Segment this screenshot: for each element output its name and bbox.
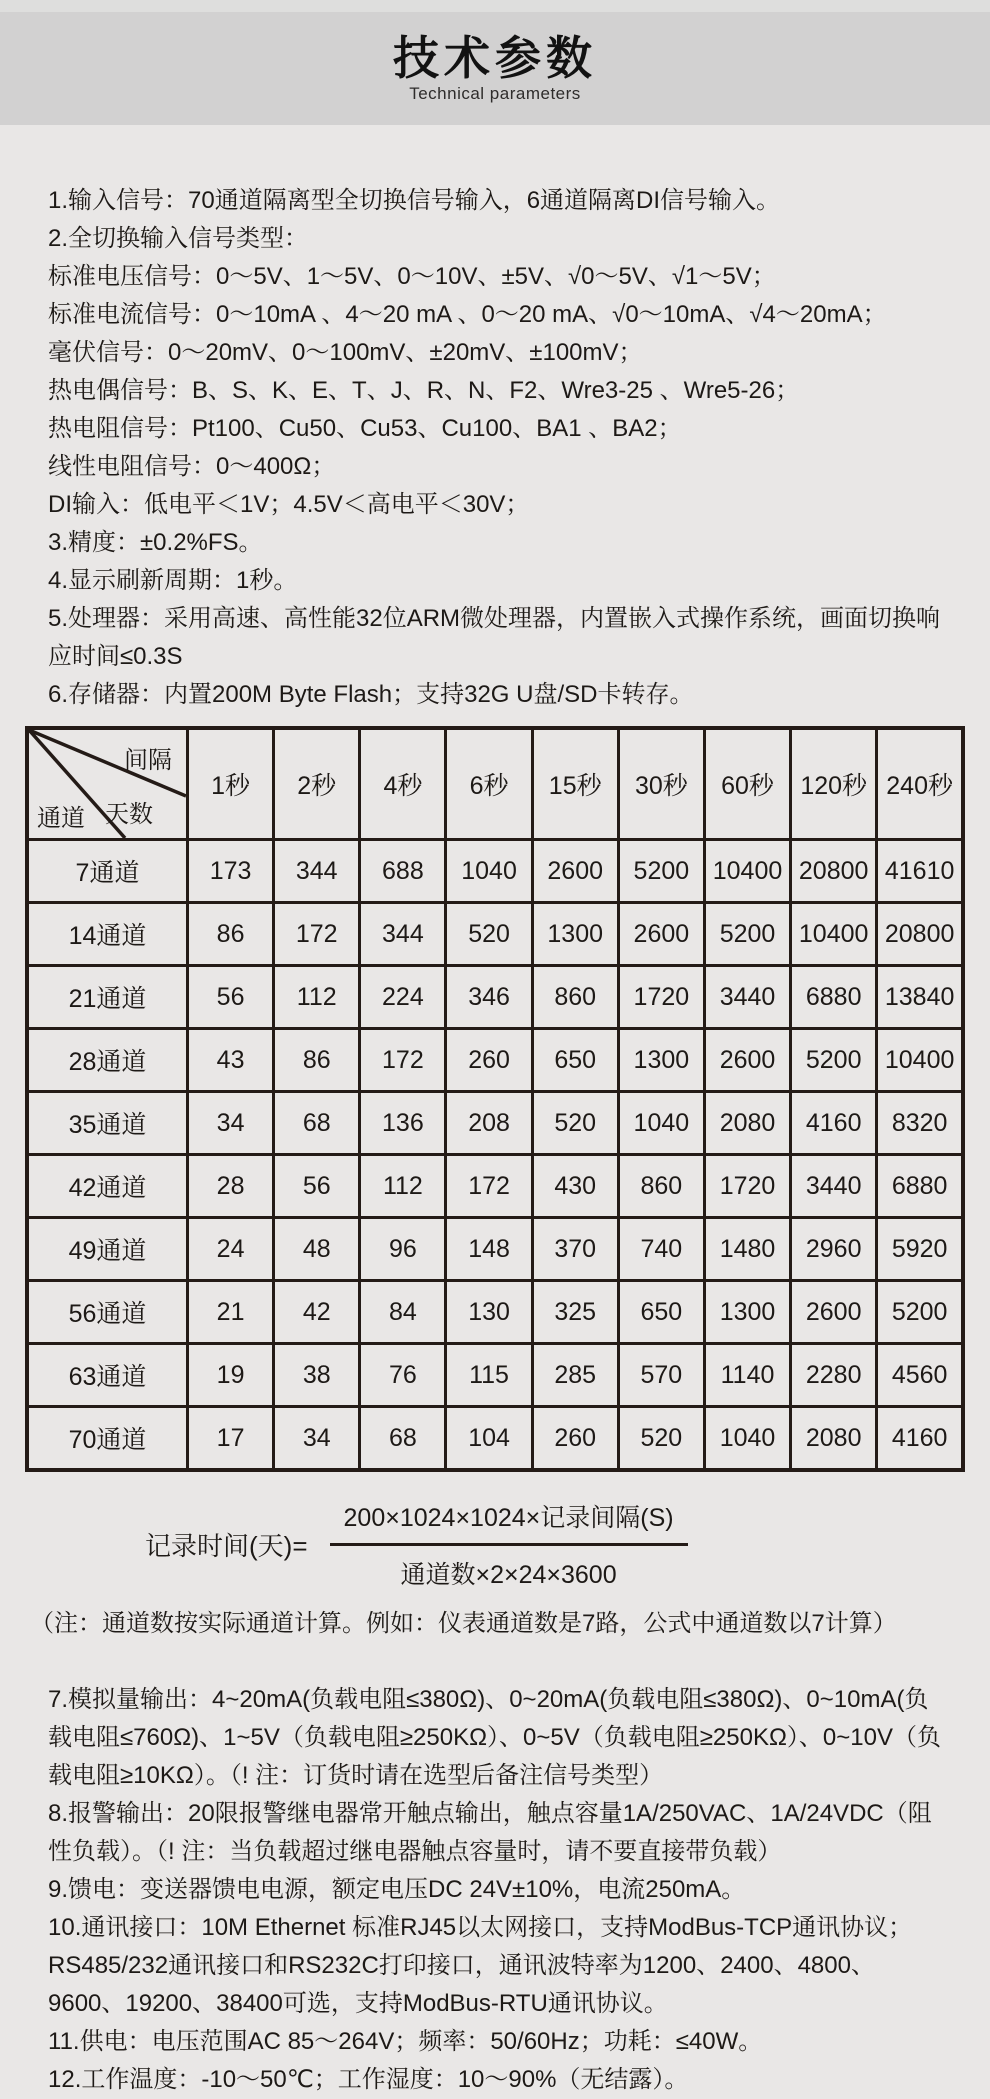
table-cell: 346 xyxy=(446,966,532,1029)
formula-label: 记录时间(天)= xyxy=(145,1531,308,1561)
table-cell: 86 xyxy=(188,903,274,966)
table-cell: 10400 xyxy=(791,903,877,966)
table-cell: 136 xyxy=(360,1092,446,1155)
page-subtitle: Technical parameters xyxy=(409,84,581,104)
table-cell: 56 xyxy=(274,1155,360,1218)
table-row xyxy=(27,1092,963,1155)
spec-line: 标准电流信号：0～10mA 、4～20 mA 、0～20 mA、√0～10mA、√4～20mA； xyxy=(48,301,887,328)
table-row xyxy=(27,1281,963,1344)
table-cell: 172 xyxy=(360,1029,446,1092)
table-cell: 344 xyxy=(360,903,446,966)
record-time-formula xyxy=(145,1498,990,1591)
table-cell: 96 xyxy=(360,1218,446,1281)
table-cell: 570 xyxy=(618,1344,704,1407)
corner-label-interval: 间隔 xyxy=(124,747,172,774)
table-cell: 34 xyxy=(274,1407,360,1471)
table-row-label: 42通道 xyxy=(27,1155,188,1218)
spec-line: 1.输入信号：70通道隔离型全切换信号输入，6通道隔离DI信号输入。 xyxy=(48,187,781,214)
table-cell: 84 xyxy=(360,1281,446,1344)
formula-fraction xyxy=(330,1498,688,1591)
table-cell: 1040 xyxy=(704,1407,790,1471)
spec-line: DI输入：低电平＜1V；4.5V＜高电平＜30V； xyxy=(48,491,530,518)
table-cell: 1040 xyxy=(446,840,532,903)
header-band xyxy=(0,12,990,125)
table-cell: 2600 xyxy=(791,1281,877,1344)
table-cell: 860 xyxy=(532,966,618,1029)
table-row-label: 35通道 xyxy=(27,1092,188,1155)
table-cell: 4560 xyxy=(877,1344,963,1407)
table-cell: 21 xyxy=(188,1281,274,1344)
table-row-label: 70通道 xyxy=(27,1407,188,1471)
table-row-label: 21通道 xyxy=(27,966,188,1029)
table-cell: 2280 xyxy=(791,1344,877,1407)
table-cell: 20800 xyxy=(791,840,877,903)
spec-line: 热电阻信号：Pt100、Cu50、Cu53、Cu100、BA1 、BA2； xyxy=(48,415,682,442)
spec-line: 2.全切换输入信号类型： xyxy=(48,225,309,252)
table-row xyxy=(27,1029,963,1092)
table-row-label: 56通道 xyxy=(27,1281,188,1344)
table-column-header: 60秒 xyxy=(704,728,790,840)
table-row xyxy=(27,840,963,903)
spec-line: 6.存储器：内置200M Byte Flash；支持32G U盘/SD卡转存。 xyxy=(48,681,694,708)
table-cell: 260 xyxy=(446,1029,532,1092)
table-row-label: 14通道 xyxy=(27,903,188,966)
table-column-header: 15秒 xyxy=(532,728,618,840)
table-cell: 4160 xyxy=(877,1407,963,1471)
table-cell: 208 xyxy=(446,1092,532,1155)
specs-top xyxy=(48,182,948,714)
table-cell: 5200 xyxy=(877,1281,963,1344)
table-row xyxy=(27,1155,963,1218)
spec-line: 7.模拟量输出：4~20mA(负载电阻≤380Ω)、0~20mA(负载电阻≤380Ω)、0~10mA(负载电阻≤760Ω)、1~5V（负载电阻≥250KΩ）、0~5V（负载电阻≥250KΩ）、0~10V（负载电阻≥10KΩ）。（! 注：订货时请在选型后备注信号类型） xyxy=(48,1686,941,1789)
table-cell: 1300 xyxy=(704,1281,790,1344)
table-cell: 650 xyxy=(532,1029,618,1092)
table-cell: 76 xyxy=(360,1344,446,1407)
table-cell: 17 xyxy=(188,1407,274,1471)
table-column-header: 4秒 xyxy=(360,728,446,840)
recording-time-table xyxy=(25,726,965,1472)
table-cell: 224 xyxy=(360,966,446,1029)
table-row-label: 7通道 xyxy=(27,840,188,903)
table-cell: 3440 xyxy=(704,966,790,1029)
table-cell: 34 xyxy=(188,1092,274,1155)
table-row-label: 63通道 xyxy=(27,1344,188,1407)
table-cell: 520 xyxy=(618,1407,704,1471)
table-cell: 6880 xyxy=(877,1155,963,1218)
table-cell: 24 xyxy=(188,1218,274,1281)
table-cell: 28 xyxy=(188,1155,274,1218)
table-cell: 86 xyxy=(274,1029,360,1092)
spec-line: 11.供电：电压范围AC 85～264V；频率：50/60Hz；功耗：≤40W。 xyxy=(48,2028,763,2055)
top-strip xyxy=(0,0,990,12)
table-cell: 68 xyxy=(360,1407,446,1471)
table-cell: 104 xyxy=(446,1407,532,1471)
spec-line: 10.通讯接口：10M Ethernet 标准RJ45以太网接口，支持ModBus-TCP通讯协议；RS485/232通讯接口和RS232C打印接口，通讯波特率为1200、2400、4800、9600、19200、38400可选，支持ModBus-RTU通讯协议。 xyxy=(48,1914,913,2017)
table-cell: 38 xyxy=(274,1344,360,1407)
page-title: 技术参数 xyxy=(393,31,597,84)
spec-line: 线性电阻信号：0～400Ω； xyxy=(48,453,336,480)
table-row xyxy=(27,1344,963,1407)
table-cell: 5920 xyxy=(877,1218,963,1281)
table-cell: 260 xyxy=(532,1407,618,1471)
table-cell: 2080 xyxy=(791,1407,877,1471)
table-cell: 173 xyxy=(188,840,274,903)
spec-line: 毫伏信号：0～20mV、0～100mV、±20mV、±100mV； xyxy=(48,339,643,366)
corner-label-days: 天数 xyxy=(105,801,153,828)
table-cell: 112 xyxy=(274,966,360,1029)
table-row-label: 49通道 xyxy=(27,1218,188,1281)
spec-line: 9.馈电：变送器馈电电源，额定电压DC 24V±10%，电流250mA。 xyxy=(48,1876,746,1903)
table-row xyxy=(27,1407,963,1471)
spec-line: 12.工作温度：-10～50℃；工作湿度：10～90%（无结露）。 xyxy=(48,2066,689,2093)
table-cell: 344 xyxy=(274,840,360,903)
table-cell: 20800 xyxy=(877,903,963,966)
table-column-header: 2秒 xyxy=(274,728,360,840)
spec-line: 8.报警输出：20限报警继电器常开触点输出，触点容量1A/250VAC、1A/24VDC（阻性负载）。（! 注：当负载超过继电器触点容量时，请不要直接带负载） xyxy=(48,1800,932,1865)
table-cell: 1300 xyxy=(532,903,618,966)
table-cell: 42 xyxy=(274,1281,360,1344)
table-column-header: 1秒 xyxy=(188,728,274,840)
table-cell: 2960 xyxy=(791,1218,877,1281)
table-cell: 520 xyxy=(532,1092,618,1155)
formula-numerator: 200×1024×1024×记录间隔(S) xyxy=(343,1504,674,1532)
table-cell: 2080 xyxy=(704,1092,790,1155)
table-cell: 172 xyxy=(274,903,360,966)
table-cell: 43 xyxy=(188,1029,274,1092)
table-cell: 1140 xyxy=(704,1344,790,1407)
table-cell: 860 xyxy=(618,1155,704,1218)
table-cell: 130 xyxy=(446,1281,532,1344)
table-cell: 48 xyxy=(274,1218,360,1281)
spec-line: 4.显示刷新周期：1秒。 xyxy=(48,567,298,594)
table-cell: 4160 xyxy=(791,1092,877,1155)
table-cell: 13840 xyxy=(877,966,963,1029)
table-cell: 6880 xyxy=(791,966,877,1029)
table-cell: 430 xyxy=(532,1155,618,1218)
table-cell: 112 xyxy=(360,1155,446,1218)
formula-denominator: 通道数×2×24×3600 xyxy=(330,1543,688,1591)
table-column-header: 6秒 xyxy=(446,728,532,840)
formula-note: （注：通道数按实际通道计算。例如：仪表通道数是7路，公式中通道数以7计算） xyxy=(30,1610,897,1637)
table-cell: 148 xyxy=(446,1218,532,1281)
table-column-header: 30秒 xyxy=(618,728,704,840)
table-header-row xyxy=(27,728,963,840)
table-cell: 740 xyxy=(618,1218,704,1281)
table-cell: 688 xyxy=(360,840,446,903)
table-column-header: 120秒 xyxy=(791,728,877,840)
table-cell: 650 xyxy=(618,1281,704,1344)
table-cell: 115 xyxy=(446,1344,532,1407)
spec-line: 热电偶信号：B、S、K、E、T、J、R、N、F2、Wre3-25 、Wre5-26； xyxy=(48,377,800,404)
table-cell: 1480 xyxy=(704,1218,790,1281)
table-cell: 370 xyxy=(532,1218,618,1281)
table-row xyxy=(27,966,963,1029)
table-cell: 1040 xyxy=(618,1092,704,1155)
spec-line: 3.精度：±0.2%FS。 xyxy=(48,529,263,556)
table-cell: 56 xyxy=(188,966,274,1029)
table-cell: 1300 xyxy=(618,1029,704,1092)
table-cell: 5200 xyxy=(618,840,704,903)
spec-line: 5.处理器：采用高速、高性能32位ARM微处理器，内置嵌入式操作系统，画面切换响应时间≤0.3S xyxy=(48,605,941,670)
table-cell: 520 xyxy=(446,903,532,966)
table-cell: 285 xyxy=(532,1344,618,1407)
table-cell: 1720 xyxy=(618,966,704,1029)
specs-bottom xyxy=(48,1681,950,2099)
table-row xyxy=(27,1218,963,1281)
table-cell: 41610 xyxy=(877,840,963,903)
table-cell: 325 xyxy=(532,1281,618,1344)
corner-label-channel: 通道 xyxy=(37,805,85,832)
table-cell: 172 xyxy=(446,1155,532,1218)
table-cell: 10400 xyxy=(704,840,790,903)
table-cell: 5200 xyxy=(791,1029,877,1092)
table-cell: 8320 xyxy=(877,1092,963,1155)
table-cell: 2600 xyxy=(532,840,618,903)
table-cell: 3440 xyxy=(791,1155,877,1218)
table-column-header: 240秒 xyxy=(877,728,963,840)
table-cell: 1720 xyxy=(704,1155,790,1218)
table-cell: 19 xyxy=(188,1344,274,1407)
table-cell: 5200 xyxy=(704,903,790,966)
table-cell: 10400 xyxy=(877,1029,963,1092)
table-cell: 68 xyxy=(274,1092,360,1155)
table-corner-cell xyxy=(27,728,188,840)
table-cell: 2600 xyxy=(704,1029,790,1092)
spec-line: 标准电压信号：0～5V、1～5V、0～10V、±5V、√0～5V、√1～5V； xyxy=(48,263,776,290)
table-row xyxy=(27,903,963,966)
table-row-label: 28通道 xyxy=(27,1029,188,1092)
table-cell: 2600 xyxy=(618,903,704,966)
